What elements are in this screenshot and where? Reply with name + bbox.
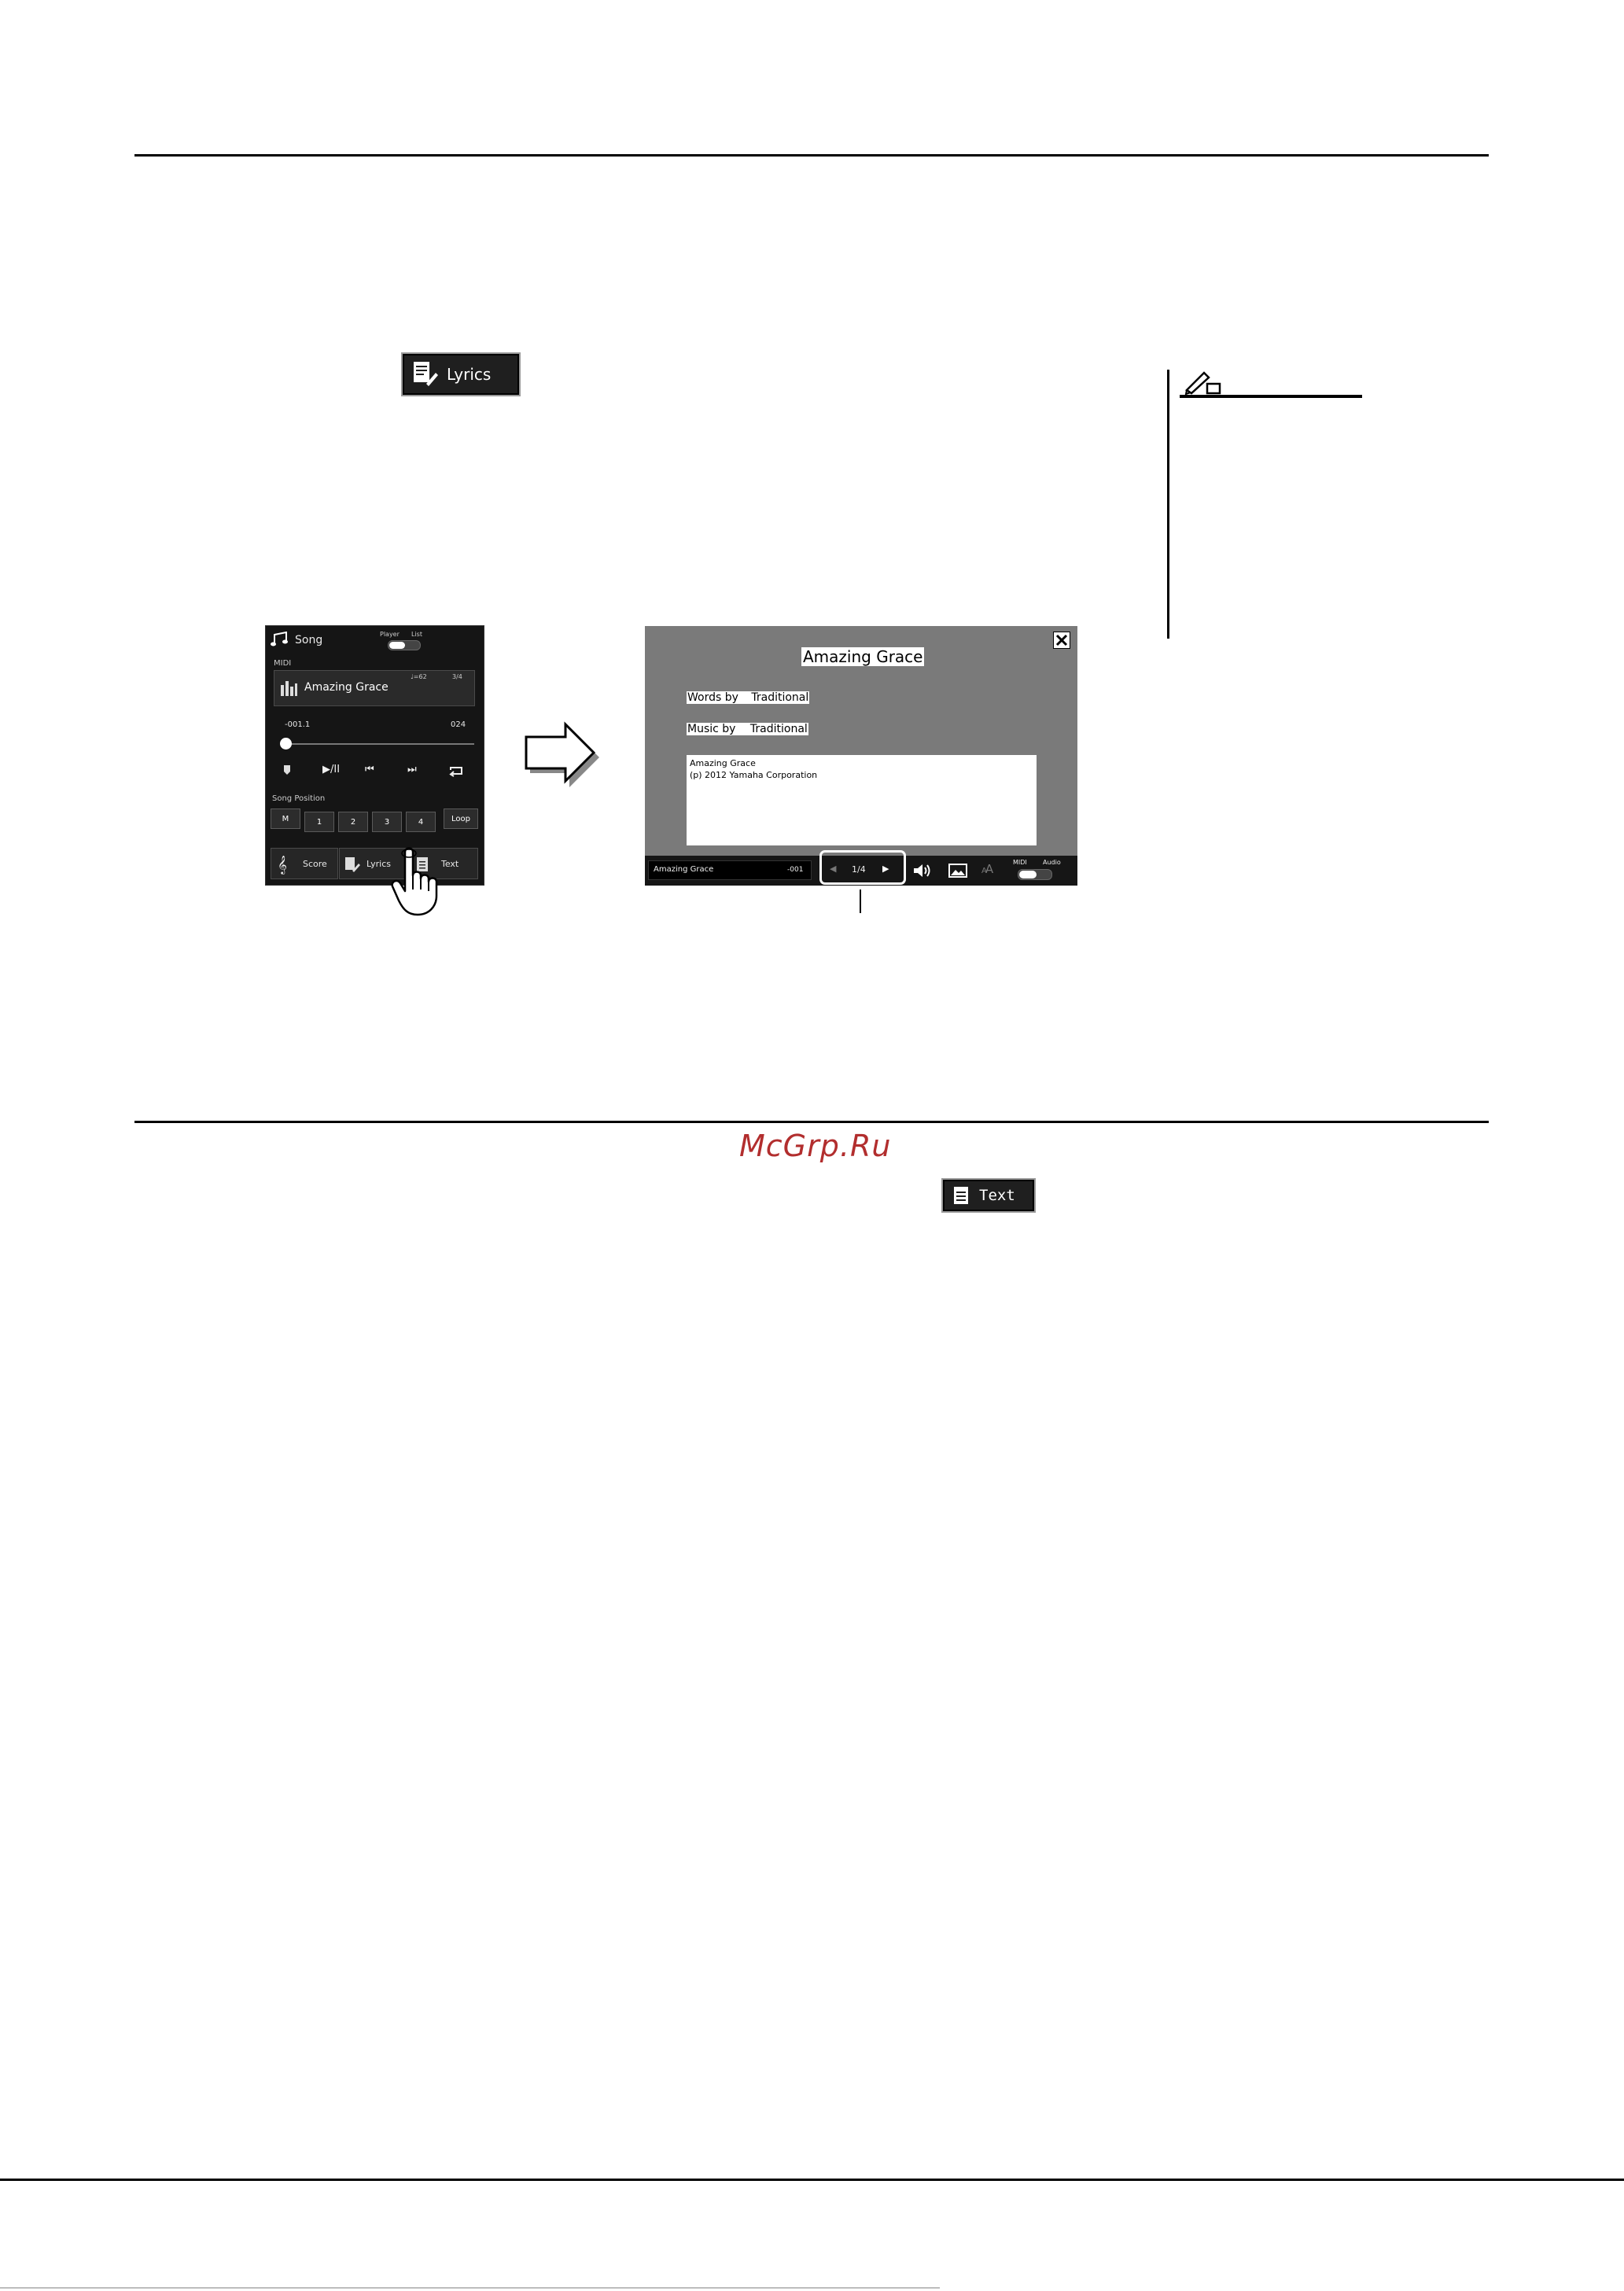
tab-score[interactable] [271, 848, 338, 879]
text-box [687, 755, 1037, 845]
header-rule [134, 154, 1489, 157]
midi-label: MIDI [274, 659, 292, 668]
text-inline-label: Text [979, 1187, 1015, 1204]
fast-forward-icon[interactable]: ⏭ [407, 764, 417, 775]
words-by-label: Words by [687, 691, 738, 704]
play-pause-icon[interactable]: ▶/II [322, 764, 341, 775]
list-toggle-label: List [411, 631, 422, 638]
watermark-text: McGrp.Ru [739, 1129, 892, 1163]
text-line: Amazing Grace [690, 758, 756, 768]
bar-position: -001 [787, 866, 804, 874]
repeat-icon[interactable] [448, 766, 464, 777]
callout-leader-line [860, 890, 861, 913]
bar-song-tile[interactable] [648, 860, 812, 880]
lyrics-screen [645, 626, 1077, 886]
time-signature: 3/4 [452, 673, 462, 680]
lyrics-bottom-bar [645, 856, 1077, 886]
page-prev-button[interactable]: ◀ [830, 864, 837, 874]
player-list-toggle[interactable] [388, 640, 421, 650]
text-inline-button [941, 1178, 1036, 1213]
music-by-value: Traditional [749, 723, 808, 735]
words-by-value: Traditional [751, 691, 809, 704]
text-doc-icon [954, 1187, 968, 1204]
song-name-tile[interactable] [274, 670, 475, 706]
song-file-icon [279, 679, 298, 698]
music-by-row [687, 723, 808, 735]
font-size-icon[interactable]: AA [981, 862, 992, 876]
text-line: (p) 2012 Yamaha Corporation [690, 770, 818, 780]
lyrics-tab-icon [344, 856, 360, 872]
song-position-label: Song Position [272, 794, 326, 803]
position-button-4[interactable]: 4 [406, 812, 436, 832]
position-slider-track[interactable] [285, 743, 474, 745]
tempo-value: ♩=62 [411, 673, 427, 680]
words-by-row [687, 691, 809, 704]
bar-audio-label: Audio [1043, 859, 1061, 866]
close-button[interactable] [1053, 632, 1070, 649]
tab-lyrics-label: Lyrics [366, 859, 391, 869]
position-slider-handle[interactable] [280, 738, 292, 750]
tab-text-label: Text [441, 859, 459, 869]
transition-arrow-icon [523, 721, 600, 787]
end-position: 024 [451, 720, 466, 729]
footer-hairline [0, 2287, 940, 2289]
note-heading-rule [1180, 395, 1362, 398]
lyrics-song-title: Amazing Grace [803, 647, 923, 666]
page-next-button[interactable]: ▶ [882, 864, 889, 874]
song-player-screen [265, 625, 484, 886]
lyrics-inline-button [401, 352, 521, 396]
note-sidebar-line [1167, 370, 1169, 639]
lyrics-inline-label: Lyrics [447, 365, 492, 384]
pointing-hand-icon [391, 845, 440, 916]
lyrics-icon [412, 360, 439, 389]
midi-audio-toggle[interactable] [1018, 869, 1052, 880]
image-icon[interactable] [948, 864, 967, 878]
position-button-m[interactable]: M [271, 808, 300, 829]
song-title: Song [295, 634, 323, 646]
page-indicator: 1/4 [852, 864, 866, 875]
loop-button[interactable]: Loop [444, 808, 478, 829]
close-icon [1054, 632, 1070, 648]
position-button-1[interactable]: 1 [304, 812, 334, 832]
pencil-note-icon [1184, 368, 1223, 395]
music-notes-icon [271, 632, 291, 647]
section-rule [134, 1121, 1489, 1123]
song-name: Amazing Grace [304, 681, 389, 694]
bar-song-name: Amazing Grace [654, 865, 714, 874]
position-button-3[interactable]: 3 [372, 812, 402, 832]
speaker-icon[interactable] [912, 863, 933, 878]
footer-rule [0, 2179, 1624, 2181]
music-by-label: Music by [687, 723, 736, 735]
marker-icon[interactable] [283, 764, 291, 775]
position-button-2[interactable]: 2 [338, 812, 368, 832]
treble-clef-icon: 𝄞 [278, 855, 287, 874]
player-toggle-label: Player [380, 631, 400, 638]
tab-score-label: Score [303, 859, 327, 869]
bar-midi-label: MIDI [1013, 859, 1027, 866]
rewind-icon[interactable]: ⏮ [365, 764, 374, 775]
current-position: -001.1 [285, 720, 311, 729]
